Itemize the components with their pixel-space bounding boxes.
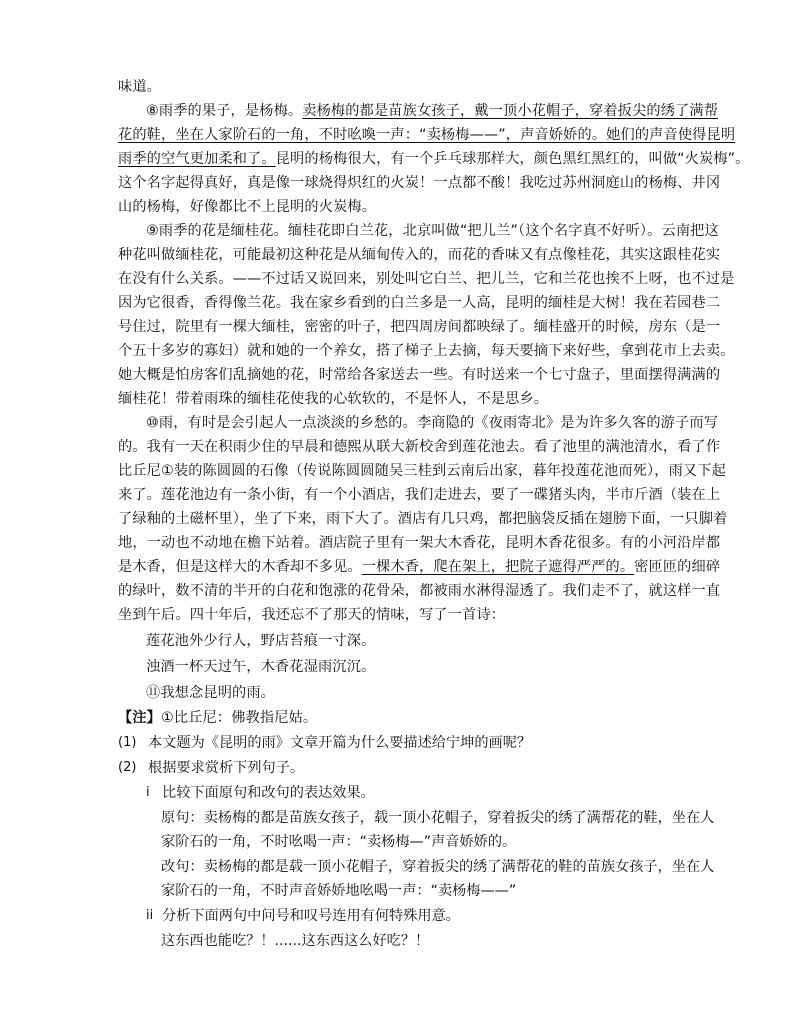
- paragraph-9-line-5: 号住过，院里有一棵大缅桂，密密的叶子，把四周房间都映绿了。缅桂盛开的时候，房东（是一: [118, 319, 721, 335]
- paragraph-9-line-3: 在没有什么关系。——不过话又说回来，别处叫它白兰、把儿兰，它和兰花也挨不上呀，也不过是: [118, 271, 735, 287]
- paragraph-10-line-9: 坐到午后。四十年后，我还忘不了那天的情味，写了一首诗：: [118, 607, 506, 623]
- question-2-i-number: i: [146, 785, 150, 800]
- question-1-text: 本文题为《昆明的雨》文章开篇为什么要描述给宁坤的画呢？: [148, 735, 532, 751]
- paragraph-10-line-6: 地，一动也不动地在檐下站着。酒店院子里有一架大木香花，昆明木香花很多。有的小河沿岸都: [118, 535, 721, 551]
- p8-intro: ⑧雨季的果子，是杨梅。: [146, 103, 303, 119]
- paragraph-10-line-8: 的绿叶，数不清的半开的白花和饱涨的花骨朵，都被雨水淋得湿透了。我们走不了，就这样一直: [118, 583, 721, 599]
- paragraph-9-line-1: ⑨雨季的花是缅桂花。缅桂花即白兰花，北京叫做“把儿兰”（这个名字真不好听）。云南把这: [146, 223, 719, 239]
- paragraph-11: ⑪我想念昆明的雨。: [146, 685, 276, 701]
- paragraph-8-line-5: 山的杨梅，好像都比不上昆明的火炭梅。: [118, 199, 377, 215]
- p10-underlined: 一棵木香，爬在架上，把院子遮得严严的。: [361, 559, 635, 575]
- p8-underlined-start: 卖杨梅的都是苗族女孩子，戴一顶小花帽子，穿着扳尖的绣了满帮: [302, 103, 719, 119]
- poem-line-1: 莲花池外少行人，野店苔痕一寸深。: [146, 633, 376, 649]
- paragraph-9-line-4: 因为它很香，香得像兰花。我在家乡看到的白兰多是一人高，昆明的缅桂是大树！我在若园巷二: [118, 295, 721, 311]
- paragraph-10-line-1: ⑩雨，有时是会引起人一点淡淡的乡愁的。李商隐的《夜雨寄北》是为许多久客的游子而写: [146, 415, 719, 431]
- paragraph-10-line-7: [118, 557, 720, 577]
- original-sentence-line-2: 家阶石的一角，不时吆喝一声：“卖杨梅—”声音娇娇的。: [161, 834, 517, 850]
- question-2-ii-text: 分析下面两句中问号和叹号连用有何特殊用意。: [162, 908, 460, 924]
- paragraph-8-line-4: 这个名字起得真好，真是像一球烧得炽红的火炭！一点都不酸！我吃过苏州洞庭山的杨梅、井冈: [118, 175, 721, 191]
- paragraph-8-line-2: [118, 125, 735, 145]
- question-2-ii-sentence: 这东西也能吃？！......这东西这么好吃？！: [161, 933, 430, 949]
- paragraph-7-tail: 味道。: [118, 79, 162, 95]
- note-label: 【注】: [118, 710, 162, 726]
- paragraph-10-line-5: 了绿釉的土磁杯里），坐了下来，雨下大了。酒店有几只鸡，都把脑袋反插在翅膀下面，一只脚着: [118, 511, 728, 527]
- question-2-number: (2): [118, 760, 137, 775]
- paragraph-8-line-3: [118, 149, 750, 169]
- paragraph-9-line-8: 缅桂花！带着雨珠的缅桂花使我的心软软的，不是怀人，不是思乡。: [118, 391, 549, 407]
- question-1-number: (1): [118, 735, 137, 750]
- question-2-text: 根据要求赏析下列句子。: [148, 760, 305, 776]
- paragraph-10-line-3: 比丘尼①装的陈圆圆的石像（传说陈圆圆随吴三桂到云南后出家，暮年投莲花池而死），雨又下起: [118, 463, 726, 479]
- note-text: ①比丘尼：佛教指尼姑。: [161, 710, 318, 726]
- paragraph-10-line-4: 来了。莲花池边有一条小街，有一个小酒店，我们走进去，要了一碟猪头肉，半市斤酒（装在上: [118, 487, 721, 503]
- question-2-i-text: 比较下面原句和改句的表达效果。: [162, 785, 375, 801]
- paragraph-10-line-2: 的。我有一天在积雨少住的早晨和德熙从联大新校舍到莲花池去。看了池里的满池清水，看了作: [118, 439, 721, 455]
- original-sentence-line-1: 原句：卖杨梅的都是苗族女孩子，载一顶小花帽子，穿着扳尖的绣了满帮花的鞋，坐在人: [161, 810, 715, 826]
- question-2-ii-number: ii: [146, 908, 154, 923]
- p10-plain-end: 密匝匝的细碎: [634, 559, 721, 575]
- poem-line-2: 浊酒一杯天过午，木香花湿雨沉沉。: [146, 659, 376, 675]
- footnote: [118, 708, 317, 728]
- paragraph-9-line-7: 她大概是怕房客们乱摘她的花，时常给各家送去一些。有时送来一个七寸盘子，里面摆得满满的: [118, 367, 721, 383]
- p8-underlined-end: 雨季的空气更加柔和了。: [118, 151, 276, 167]
- revised-sentence-line-2: 家阶石的一角，不时声音娇娇地吆喝一声：“卖杨梅——”: [161, 883, 517, 899]
- p10-plain: 是木香，但是这样大的木香却不多见。: [118, 559, 362, 575]
- paragraph-9-line-2: 种花叫做缅桂花，可能最初这种花是从缅甸传入的，而花的香味又有点像桂花，其实这跟桂花实: [118, 247, 721, 263]
- revised-sentence-line-1: 改句：卖杨梅的都是载一顶小花帽子，穿着扳尖的绣了满帮花的鞋的苗族女孩子，坐在人: [161, 859, 715, 875]
- p8-rest: 昆明的杨梅很大，有一个乒乓球那样大，颜色黑红黑红的，叫做“火炭梅”。: [275, 151, 750, 167]
- p8-underlined-mid: 花的鞋，坐在人家阶石的一角，不时吆喚一声：“卖杨梅——”，声音娇娇的。她们的声音使得昆明: [118, 127, 736, 143]
- paragraph-8-line-1: [146, 101, 718, 121]
- paragraph-9-line-6: 个五十多岁的寡妇）就和她的一个养女，搭了梯子上去摘，每天要摘下来好些，拿到花市上去卖。: [118, 343, 735, 359]
